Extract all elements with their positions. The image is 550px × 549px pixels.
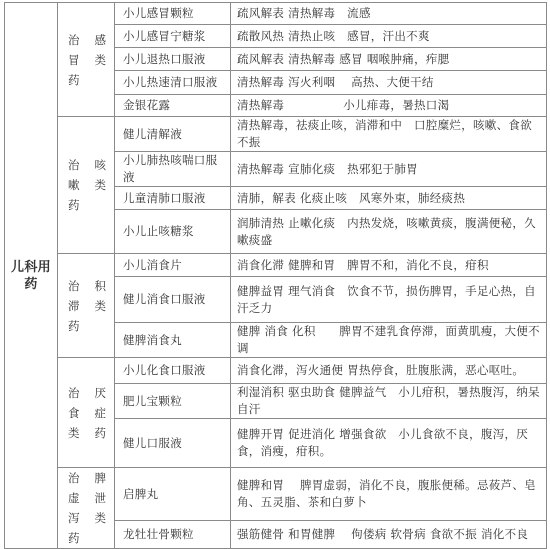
drug-name: 肥儿宝颗粒 [115, 384, 231, 419]
drug-name: 金银花露 [115, 95, 231, 117]
drug-name: 儿童清肺口服液 [115, 187, 231, 210]
drug-name: 健儿消食口服液 [115, 277, 231, 323]
drug-description: 强筋健骨 和胃健脾 佝偻病 软骨病 食欲不振 消化不良 [231, 521, 547, 549]
category-cell: 治积滞类药 [58, 254, 115, 358]
category-cell: 治咳嗽类药 [58, 117, 115, 254]
drug-name: 小儿感冒宁糖浆 [115, 25, 231, 48]
table-row [5, 3, 547, 25]
table-row [5, 358, 547, 384]
drug-description: 疏风解表 清热解毒 感冒 咽喉肿痛，痄腮 [231, 48, 547, 71]
drug-description: 清肺，解表 化痰止咳 风寒外束，肺经痰热 [231, 187, 547, 210]
drug-name: 小儿感冒颗粒 [115, 3, 231, 25]
drug-description: 健脾和胃 脾胃虚弱，消化不良，腹胀便稀。忌莜芦、皂角、五灵脂、茶和白萝卜 [231, 468, 547, 521]
category-cell: 治厌食症类药 [58, 358, 115, 468]
drug-name: 小儿消食片 [115, 254, 231, 277]
drug-description: 清热解毒 泻火利咽 高热、大便干结 [231, 71, 547, 95]
drug-description: 润肺清热 止嗽化痰 内热发烧，咳嗽黄痰，腹满便秘，久嗽痰盛 [231, 210, 547, 254]
drug-description: 清热解毒 宣肺化痰 热邪犯于肺胃 [231, 152, 547, 187]
drug-description: 清热解毒 小儿痱毒，暑热口渴 [231, 95, 547, 117]
category-cell: 治脾虚泄泻类药 [58, 468, 115, 549]
drug-name: 小儿肺热咳喘口服液 [115, 152, 231, 187]
drug-name: 小儿止咳糖浆 [115, 210, 231, 254]
drug-description: 利湿消积 驱虫助食 健脾益气 小儿疳积，暑热腹泻，纳呆自汗 [231, 384, 547, 419]
pediatric-medicine-table [4, 2, 547, 549]
table-row [5, 117, 547, 152]
drug-description: 消食化滞，泻火通便 胃热停食，肚腹胀满，恶心呕吐。 [231, 358, 547, 384]
drug-name: 健脾消食丸 [115, 323, 231, 358]
drug-name: 启脾丸 [115, 468, 231, 521]
table-row [5, 254, 547, 277]
drug-name: 健儿清解液 [115, 117, 231, 152]
top-category-cell: 儿科用药 [5, 3, 58, 549]
drug-description: 健脾益胃 理气消食 饮食不节，损伤脾胃，手足心热，自汗乏力 [231, 277, 547, 323]
drug-description: 健脾 消食 化积 脾胃不建乳食停滞，面黄肌瘦，大便不调 [231, 323, 547, 358]
drug-description: 疏散风热 清热止咳 感冒，汗出不爽 [231, 25, 547, 48]
drug-name: 龙牡壮骨颗粒 [115, 521, 231, 549]
drug-name: 小儿热速清口服液 [115, 71, 231, 95]
drug-description: 清热解毒，祛痰止咳，消滞和中 口腔糜烂，咳嗽、食欲不振 [231, 117, 547, 152]
drug-description: 疏风解表 清热解毒 流感 [231, 3, 547, 25]
drug-name: 小儿退热口服液 [115, 48, 231, 71]
drug-description: 消食化滞 健脾和胃 脾胃不和，消化不良，疳积 [231, 254, 547, 277]
drug-name: 健儿口服液 [115, 419, 231, 468]
category-cell: 治感冒类药 [58, 3, 115, 117]
drug-description: 健脾开胃 促进消化 增强食欲 小儿食欲不良，腹泻，厌食，消瘦，疳积。 [231, 419, 547, 468]
table-row [5, 468, 547, 521]
drug-name: 小儿化食口服液 [115, 358, 231, 384]
